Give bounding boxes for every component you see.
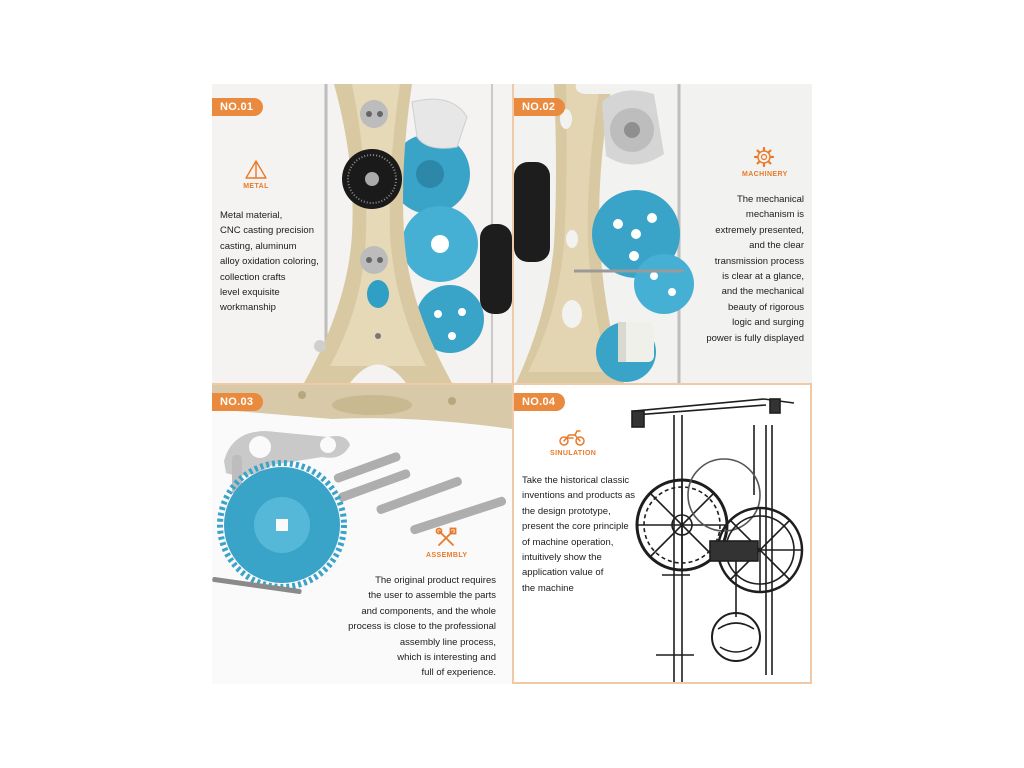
- desc-line: level exquisite: [220, 287, 280, 299]
- desc-line: Metal material,: [220, 210, 283, 221]
- feature-label: ASSEMBLY: [426, 552, 468, 559]
- desc-line: workmanship: [220, 302, 276, 314]
- feature-simulation: [550, 429, 597, 457]
- panel-machinery: [514, 84, 812, 383]
- description-assembly: [348, 573, 496, 681]
- desc-line: and components, and the whole: [361, 605, 496, 617]
- desc-line: casting, aluminum: [220, 240, 297, 252]
- desc-line: present the core principle: [522, 521, 629, 533]
- desc-line: assembly line process,: [399, 636, 496, 648]
- desc-line: transmission process: [714, 255, 804, 267]
- desc-line: full of experience.: [421, 667, 496, 679]
- panel-border: [514, 682, 812, 684]
- desc-line: alloy oxidation coloring,: [220, 256, 319, 268]
- panel-simulation: [514, 385, 812, 684]
- feature-label: SINULATION: [550, 450, 597, 457]
- feature-label: MACHINERY: [742, 171, 788, 178]
- tag-no04: NO.04: [514, 393, 565, 411]
- desc-line: and the mechanical: [721, 286, 804, 298]
- desc-line: power is fully displayed: [706, 332, 804, 344]
- desc-line: which is interesting and: [397, 652, 496, 664]
- desc-line: mechanism is: [745, 209, 804, 221]
- description-simulation: [522, 473, 635, 596]
- feature-metal: [242, 160, 270, 190]
- motorcycle-icon: [559, 429, 585, 447]
- desc-line: and the clear: [749, 240, 804, 252]
- gear-icon: [753, 146, 775, 168]
- desc-line: Take the historical classic: [522, 475, 630, 486]
- desc-line: the design prototype,: [522, 505, 611, 517]
- desc-line: collection crafts: [220, 271, 286, 283]
- tools-icon: [435, 527, 457, 549]
- tag-no02: NO.02: [514, 98, 565, 116]
- desc-line: the machine: [522, 582, 574, 594]
- desc-line: extremely presented,: [715, 224, 804, 236]
- panel-border: [810, 385, 812, 684]
- feature-grid: [212, 84, 812, 684]
- horizontal-divider: [212, 383, 812, 385]
- description-metal: [220, 208, 319, 316]
- feature-label: METAL: [243, 183, 269, 190]
- desc-line: The mechanical: [736, 194, 804, 205]
- tag-no01: NO.01: [212, 98, 263, 116]
- desc-line: of machine operation,: [522, 536, 614, 548]
- desc-line: The original product requires: [375, 575, 496, 586]
- desc-line: is clear at a glance,: [722, 271, 804, 283]
- desc-line: CNC casting precision: [220, 225, 314, 237]
- desc-line: beauty of rigorous: [727, 301, 804, 313]
- desc-line: logic and surging: [732, 317, 804, 329]
- description-machinery: [706, 192, 804, 346]
- pyramid-icon: [245, 160, 267, 180]
- desc-line: application value of: [522, 567, 604, 579]
- feature-assembly: [426, 527, 466, 559]
- feature-machinery: [742, 146, 786, 178]
- desc-line: process is close to the professional: [348, 621, 496, 633]
- panel-assembly: [212, 385, 512, 684]
- desc-line: the user to assemble the parts: [368, 590, 496, 602]
- panel-metal: [212, 84, 512, 383]
- desc-line: inventions and products as: [522, 490, 636, 502]
- desc-line: intuitively show the: [522, 552, 602, 564]
- tag-no03: NO.03: [212, 393, 263, 411]
